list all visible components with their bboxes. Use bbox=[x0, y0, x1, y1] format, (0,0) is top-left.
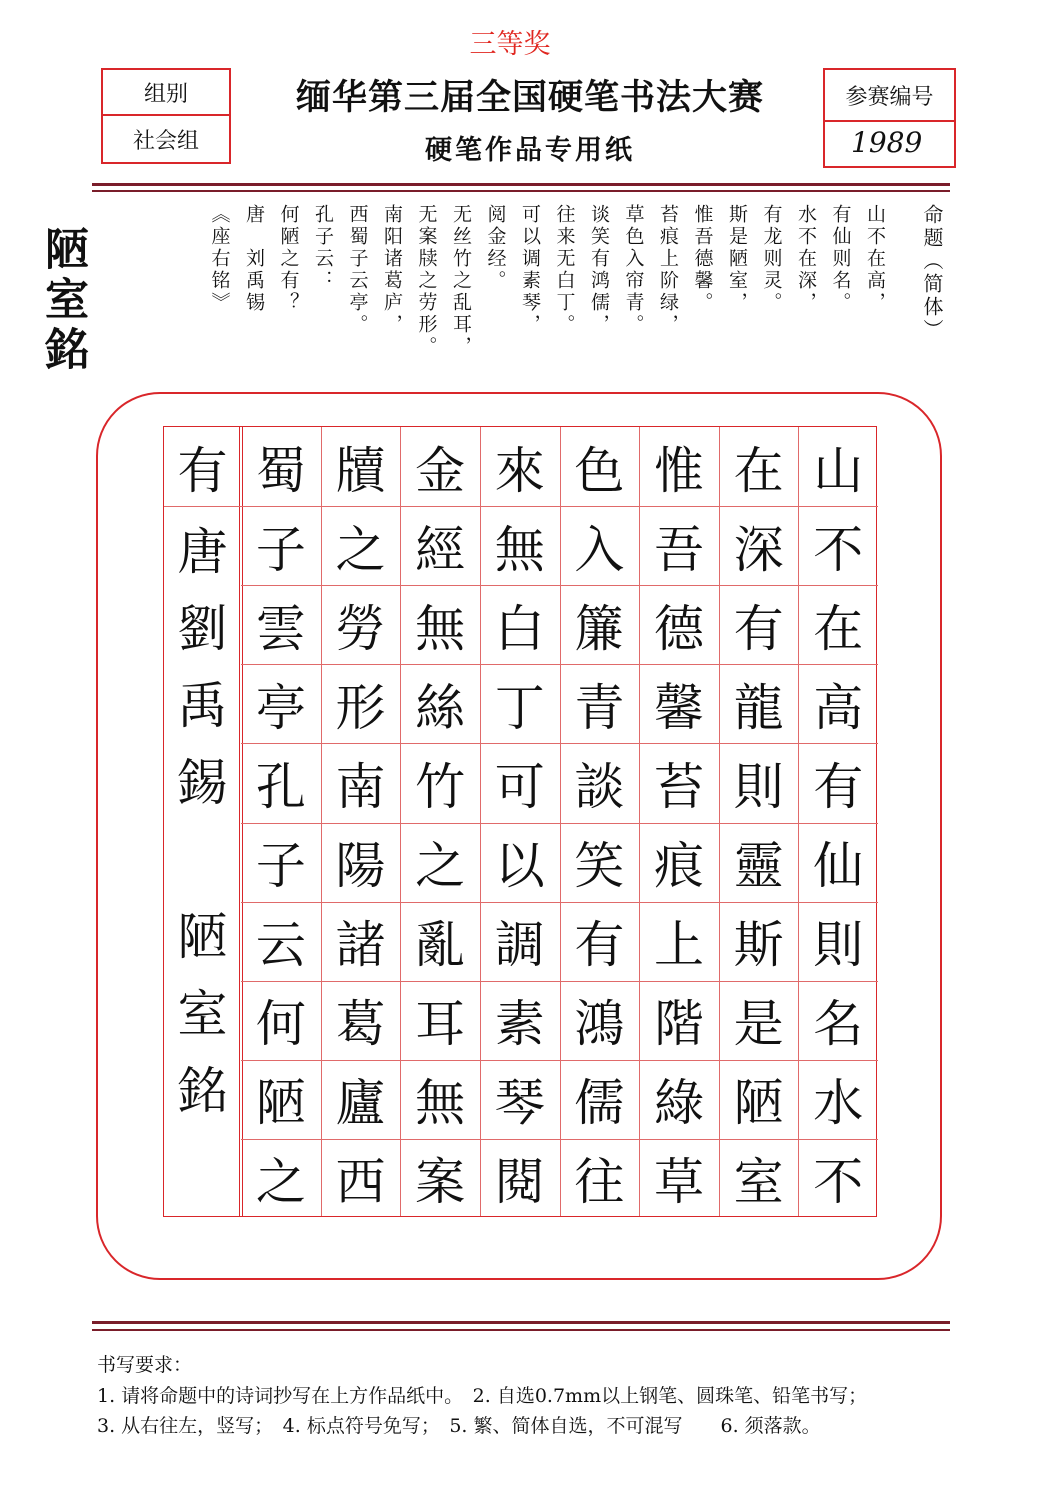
grid-character: 談 bbox=[574, 757, 625, 816]
grid-character: 諸 bbox=[335, 916, 386, 975]
grid-character: 蜀 bbox=[255, 441, 306, 500]
grid-character: 綠 bbox=[653, 1074, 704, 1133]
grid-character: 可 bbox=[494, 757, 545, 816]
grid-character: 是 bbox=[733, 995, 784, 1054]
grid-character: 何 bbox=[255, 995, 306, 1054]
grid-character: 有 bbox=[574, 916, 625, 975]
grid-character: 階 bbox=[653, 995, 704, 1054]
grid-character: 雲 bbox=[255, 599, 306, 658]
signature-row-line bbox=[164, 506, 241, 507]
grid-character: 儒 bbox=[574, 1074, 625, 1133]
grid-character: 苔 bbox=[653, 757, 704, 816]
grid-character: 深 bbox=[733, 520, 784, 579]
grid-character: 葛 bbox=[335, 995, 386, 1054]
grid-character: 色 bbox=[574, 441, 625, 500]
writing-grid bbox=[163, 426, 877, 1217]
grid-character: 以 bbox=[494, 837, 545, 896]
grid-character: 惟 bbox=[653, 441, 704, 500]
prompt-column: 《座右铭》 bbox=[208, 204, 231, 314]
prompt-heading: 命题（简体） bbox=[920, 204, 944, 342]
grid-character: 上 bbox=[653, 916, 704, 975]
signature-character: 錫 bbox=[177, 754, 228, 813]
grid-character: 之 bbox=[255, 1153, 306, 1212]
requirements-line-1: 1. 请将命题中的诗词抄写在上方作品纸中。 2. 自选0.7mm以上钢笔、圆珠笔、铅笔书写； bbox=[97, 1385, 868, 1407]
prompt-column: 水不在深， bbox=[795, 204, 817, 314]
grid-character: 之 bbox=[335, 520, 386, 579]
signature-character: 禹 bbox=[177, 677, 228, 736]
grid-character: 無 bbox=[415, 1074, 466, 1133]
grid-character: 閱 bbox=[494, 1153, 545, 1212]
signature-character bbox=[164, 820, 241, 892]
grid-character: 子 bbox=[255, 520, 306, 579]
signature-top-character: 有 bbox=[177, 441, 228, 500]
grid-character: 室 bbox=[733, 1153, 784, 1212]
prompt-column: 无丝竹之乱耳， bbox=[450, 204, 472, 358]
grid-character: 入 bbox=[574, 520, 625, 579]
prompt-column: 唐 刘禹锡 bbox=[243, 204, 265, 314]
grid-character: 孔 bbox=[255, 757, 306, 816]
prompt-column: 往来无白丁。 bbox=[553, 204, 576, 336]
footer-divider-thin bbox=[92, 1329, 950, 1331]
grid-character: 亂 bbox=[415, 916, 466, 975]
grid-character: 高 bbox=[813, 678, 864, 737]
side-title: 陋室銘 bbox=[37, 226, 88, 376]
grid-character: 南 bbox=[335, 757, 386, 816]
grid-character: 西 bbox=[335, 1153, 386, 1212]
contest-title: 缅华第三届全国硬笔书法大赛 bbox=[295, 77, 764, 118]
grid-character: 形 bbox=[335, 678, 386, 737]
prompt-column: 草色入帘青。 bbox=[622, 204, 645, 336]
grid-character: 往 bbox=[574, 1153, 625, 1212]
prompt-column: 谈笑有鸿儒， bbox=[588, 204, 610, 336]
prompt-column: 有龙则灵。 bbox=[760, 204, 783, 314]
grid-character: 金 bbox=[415, 441, 466, 500]
prompt-column: 阅金经。 bbox=[484, 204, 507, 292]
grid-character: 在 bbox=[813, 599, 864, 658]
grid-character: 陋 bbox=[733, 1074, 784, 1133]
grid-character: 子 bbox=[255, 837, 306, 896]
grid-character: 在 bbox=[733, 441, 784, 500]
grid-character: 不 bbox=[813, 1153, 864, 1212]
signature-character: 唐 bbox=[177, 523, 228, 582]
prompt-column: 有仙则名。 bbox=[829, 204, 852, 314]
grid-character: 則 bbox=[733, 757, 784, 816]
grid-character: 亭 bbox=[255, 678, 306, 737]
grid-character: 琴 bbox=[494, 1074, 545, 1133]
requirements-line-2: 3. 从右往左，竖写； 4. 标点符号免写； 5. 繁、简体自选，不可混写 6. 须落款。 bbox=[97, 1415, 821, 1437]
grid-character: 笑 bbox=[574, 837, 625, 896]
grid-character: 無 bbox=[415, 599, 466, 658]
prompt-column: 无案牍之劳形。 bbox=[415, 204, 438, 358]
prompt-column: 可以调素琴， bbox=[519, 204, 541, 336]
grid-character: 鴻 bbox=[574, 995, 625, 1054]
grid-character: 調 bbox=[494, 916, 545, 975]
grid-character: 云 bbox=[255, 916, 306, 975]
grid-character: 牘 bbox=[335, 441, 386, 500]
requirements-title: 书写要求： bbox=[97, 1354, 193, 1376]
grid-character: 斯 bbox=[733, 916, 784, 975]
grid-character: 竹 bbox=[415, 757, 466, 816]
prompt-column: 西蜀子云亭。 bbox=[346, 204, 369, 336]
signature-character: 室 bbox=[177, 985, 228, 1044]
grid-character: 案 bbox=[415, 1153, 466, 1212]
grid-character: 德 bbox=[653, 599, 704, 658]
signature-character: 陋 bbox=[177, 908, 228, 967]
grid-character: 耳 bbox=[415, 995, 466, 1054]
award-label: 三等奖 bbox=[469, 29, 551, 60]
grid-character: 馨 bbox=[653, 678, 704, 737]
grid-character: 痕 bbox=[653, 837, 704, 896]
footer-divider bbox=[92, 1321, 950, 1324]
header-divider bbox=[92, 183, 950, 186]
paper-subtitle: 硬笔作品专用纸 bbox=[425, 135, 635, 166]
grid-character: 絲 bbox=[415, 678, 466, 737]
grid-character: 陽 bbox=[335, 837, 386, 896]
prompt-column: 山不在高， bbox=[864, 204, 886, 314]
grid-character: 無 bbox=[494, 520, 545, 579]
grid-character: 白 bbox=[494, 599, 545, 658]
grid-character: 簾 bbox=[574, 599, 625, 658]
grid-character: 陋 bbox=[255, 1074, 306, 1133]
prompt-column: 斯是陋室， bbox=[726, 204, 748, 314]
grid-character: 勞 bbox=[335, 599, 386, 658]
header-divider-thin bbox=[92, 190, 950, 192]
grid-character: 來 bbox=[494, 441, 545, 500]
prompt-column: 何陋之有？ bbox=[277, 204, 300, 314]
entry-number-label: 参赛编号 bbox=[845, 84, 934, 110]
grid-character: 之 bbox=[415, 837, 466, 896]
grid-character: 仙 bbox=[813, 837, 864, 896]
grid-character: 素 bbox=[494, 995, 545, 1054]
grid-character: 丁 bbox=[494, 678, 545, 737]
group-box bbox=[101, 68, 231, 164]
signature-character: 劉 bbox=[177, 600, 228, 659]
grid-character: 經 bbox=[415, 520, 466, 579]
grid-character: 吾 bbox=[653, 520, 704, 579]
grid-character: 廬 bbox=[335, 1074, 386, 1133]
prompt-column: 南阳诸葛庐， bbox=[381, 204, 403, 336]
group-value: 社会组 bbox=[132, 128, 199, 154]
prompt-column: 惟吾德馨。 bbox=[691, 204, 714, 314]
grid-character: 名 bbox=[813, 995, 864, 1054]
prompt-column: 孔子云： bbox=[312, 204, 334, 292]
grid-character: 草 bbox=[653, 1153, 704, 1212]
grid-character: 龍 bbox=[733, 678, 784, 737]
grid-character: 有 bbox=[813, 757, 864, 816]
grid-character: 有 bbox=[733, 599, 784, 658]
grid-character: 山 bbox=[813, 441, 864, 500]
group-label: 组别 bbox=[143, 81, 188, 107]
grid-character: 水 bbox=[813, 1074, 864, 1133]
entry-number-box bbox=[823, 68, 956, 168]
entry-number-value: 1989 bbox=[851, 126, 923, 159]
grid-character: 則 bbox=[813, 916, 864, 975]
prompt-column: 苔痕上阶绿， bbox=[657, 204, 679, 336]
signature-character: 銘 bbox=[177, 1062, 228, 1121]
grid-character: 靈 bbox=[733, 837, 784, 896]
grid-character: 不 bbox=[813, 520, 864, 579]
grid-character: 青 bbox=[574, 678, 625, 737]
